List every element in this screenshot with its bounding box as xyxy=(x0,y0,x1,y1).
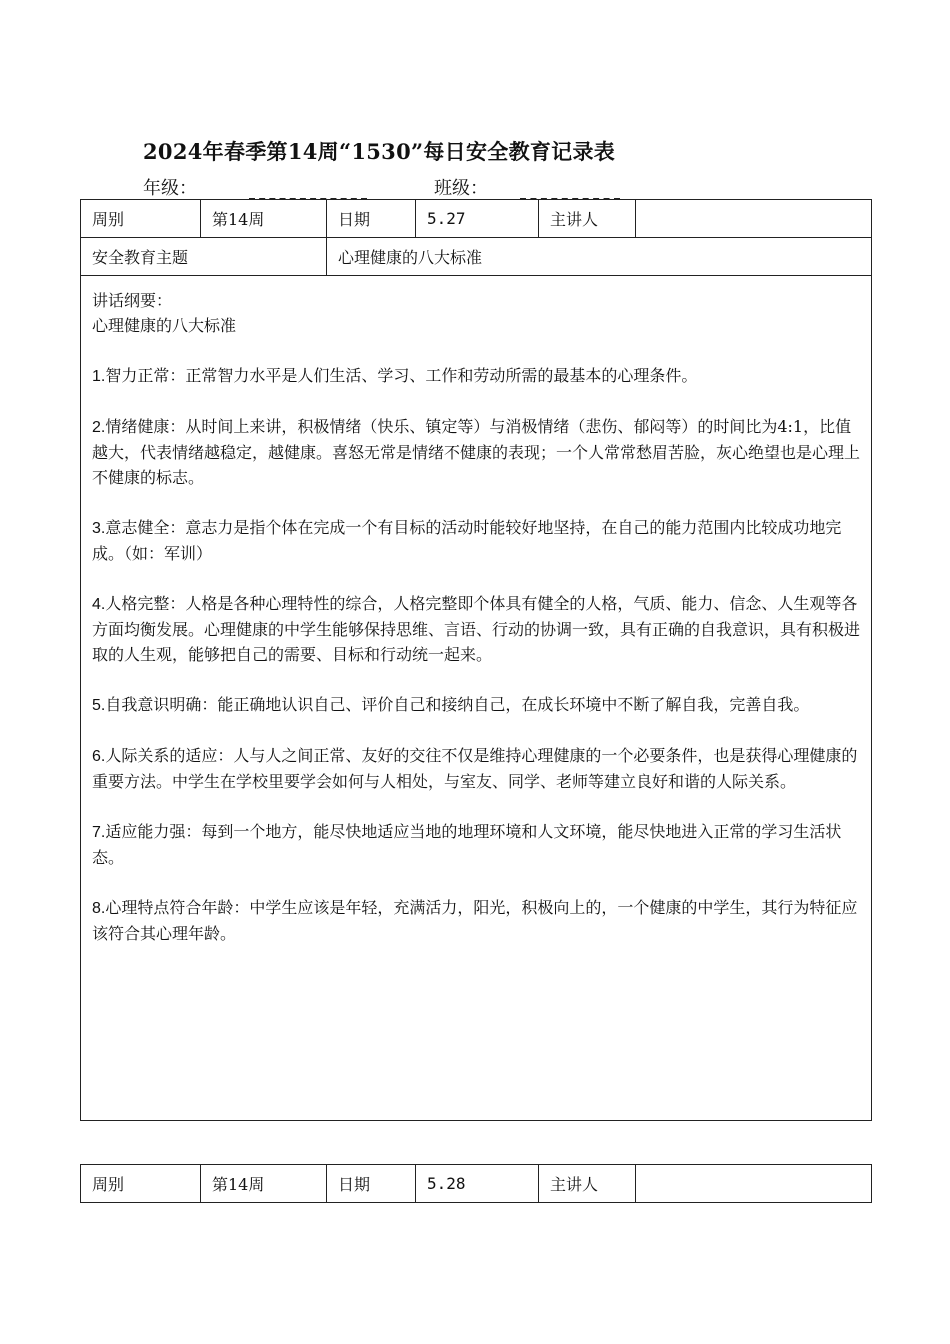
point-text: 人际关系的适应：人与人之间正常、友好的交往不仅是维持心理健康的一个必要条件，也是获得心理健康的重要方法。中学生在学校里要学会如何与人相处，与室友、同学、老师等建立良好和谐的人际关系。 xyxy=(92,746,858,791)
grade-label: 年级： xyxy=(143,178,197,199)
point-text: 情绪健康：从时间上来讲，积极情绪（快乐、镇定等）与消极情绪（悲伤、郁闷等）的时间比为4:1，比值越大，代表情绪越稳定，越健康。喜怒无常是情绪不健康的表现；一个人常常愁眉苦脸，灰心绝望也是心理上不健康的标志。 xyxy=(92,417,861,487)
date-value: 5.27 xyxy=(416,200,539,238)
grade-blank[interactable] xyxy=(249,184,367,200)
week-value: 第14周 xyxy=(201,200,327,238)
point-number: 2. xyxy=(92,419,106,436)
outline-point xyxy=(92,363,861,389)
record-table-2 xyxy=(80,1164,872,1203)
point-text: 人格完整：人格是各种心理特性的综合，人格完整即个体具有健全的人格，气质、能力、信念、人生观等各方面均衡发展。心理健康的中学生能够保持思维、言语、行动的协调一致，具有正确的自我意识，具有积极进取的人生观，能够把自己的需要、目标和行动统一起来。 xyxy=(92,594,861,664)
point-number: 8. xyxy=(92,900,106,917)
speaker-label: 主讲人 xyxy=(539,200,636,238)
speaker-value[interactable] xyxy=(636,200,872,238)
point-text: 自我意识明确：能正确地认识自己、评价自己和接纳自己，在成长环境中不断了解自我，完善自我。 xyxy=(105,695,810,714)
outline-point xyxy=(92,692,861,718)
info-row xyxy=(81,1165,872,1203)
date-value: 5.28 xyxy=(416,1165,539,1203)
outline-point xyxy=(92,819,861,870)
outline-point xyxy=(92,591,861,667)
grade-field xyxy=(143,178,367,200)
class-blank[interactable] xyxy=(520,184,620,200)
topic-row xyxy=(81,238,872,276)
topic-value: 心理健康的八大标准 xyxy=(327,238,872,276)
point-text: 智力正常：正常智力水平是人们生活、学习、工作和劳动所需的最基本的心理条件。 xyxy=(105,366,698,385)
speaker-label: 主讲人 xyxy=(539,1165,636,1203)
date-label: 日期 xyxy=(327,1165,416,1203)
outline-point xyxy=(92,414,861,490)
outline-point xyxy=(92,515,861,566)
point-number: 3. xyxy=(92,520,106,537)
date-label: 日期 xyxy=(327,200,416,238)
week-value: 第14周 xyxy=(201,1165,327,1203)
point-number: 7. xyxy=(92,824,106,841)
week-label: 周别 xyxy=(81,200,201,238)
point-number: 5. xyxy=(92,697,106,714)
speaker-value[interactable] xyxy=(636,1165,872,1203)
point-number: 1. xyxy=(92,368,106,385)
info-row xyxy=(81,200,872,238)
class-label: 班级： xyxy=(434,178,488,199)
outline-cell xyxy=(81,276,872,1121)
point-text: 意志健全：意志力是指个体在完成一个有目标的活动时能较好地坚持，在自己的能力范围内比较成功地完成。（如：军训） xyxy=(92,518,842,563)
topic-label: 安全教育主题 xyxy=(81,238,327,276)
points-list xyxy=(92,363,861,946)
outline-heading: 心理健康的八大标准 xyxy=(92,316,237,335)
outline-point xyxy=(92,895,861,946)
week-label: 周别 xyxy=(81,1165,201,1203)
point-text: 心理特点符合年龄：中学生应该是年轻，充满活力，阳光，积极向上的，一个健康的中学生，其行为特征应该符合其心理年龄。 xyxy=(92,898,858,943)
content-row xyxy=(81,276,872,1121)
class-field xyxy=(434,178,620,200)
outline-label: 讲话纲要： xyxy=(92,291,173,310)
point-number: 4. xyxy=(92,596,106,613)
point-text: 适应能力强：每到一个地方，能尽快地适应当地的地理环境和人文环境，能尽快地进入正常的学习生活状态。 xyxy=(92,822,842,867)
outline-point xyxy=(92,743,861,794)
page-title: 2024年春季第14周“1530”每日安全教育记录表 xyxy=(143,139,616,164)
point-number: 6. xyxy=(92,748,106,765)
record-table-1 xyxy=(80,199,872,1121)
